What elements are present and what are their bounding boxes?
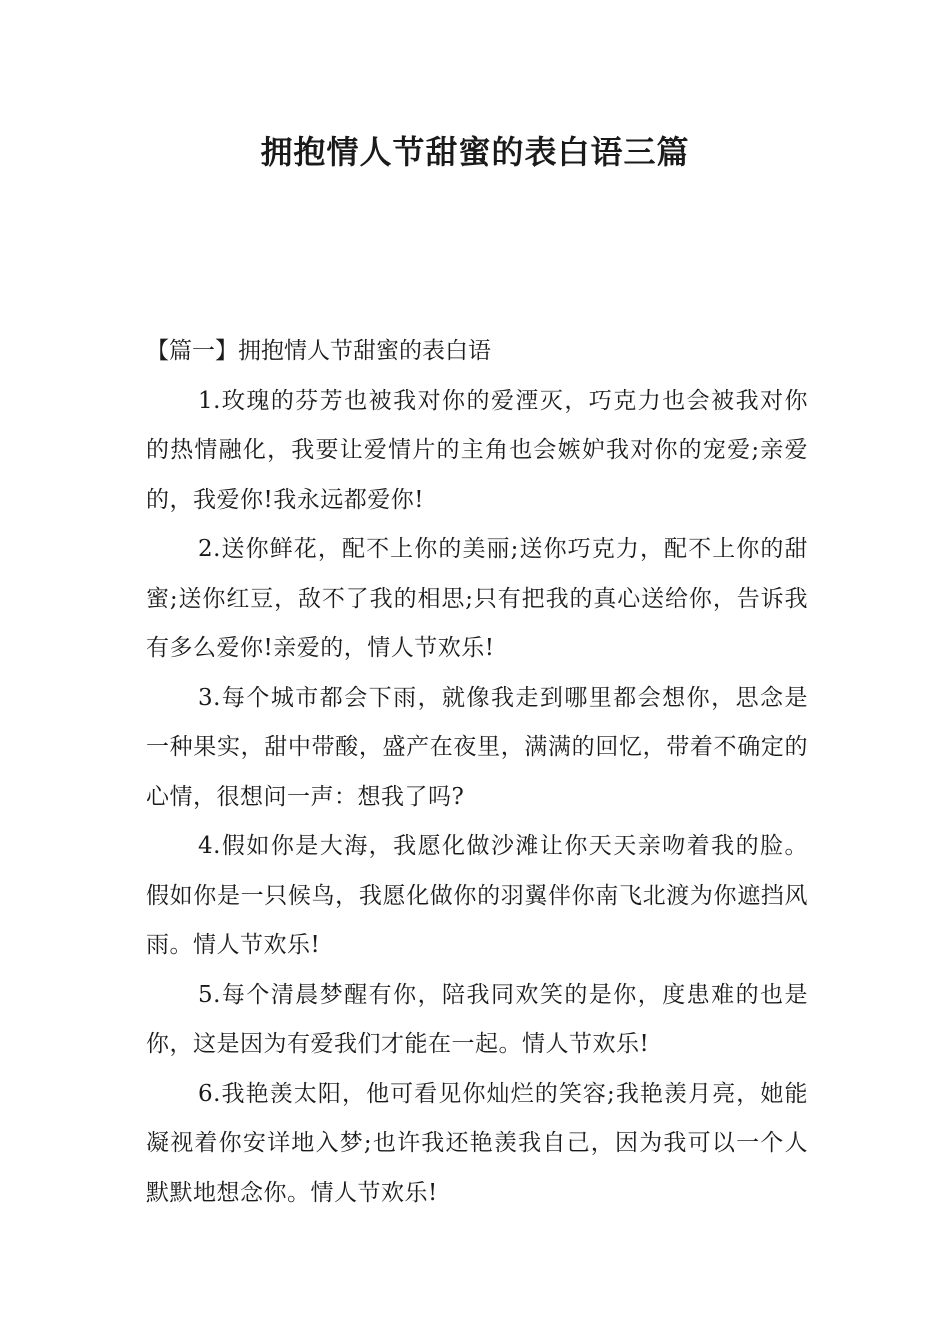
paragraph-6: 6.我艳羡太阳，他可看见你灿烂的笑容;我艳羡月亮，她能凝视着你安详地入梦;也许我还艳羡我自己，因为我可以一个人默默地想念你。情人节欢乐! (146, 1080, 808, 1206)
paragraph-5: 5.每个清晨梦醒有你，陪我同欢笑的是你，度患难的也是你，这是因为有爱我们才能在一起。情人节欢乐! (146, 981, 808, 1057)
paragraph-2: 2.送你鲜花，配不上你的美丽;送你巧克力，配不上你的甜蜜;送你红豆，敌不了我的相思;只有把我的真心送给你，告诉我有多么爱你!亲爱的，情人节欢乐! (146, 536, 808, 661)
paragraph-4: 4.假如你是大海，我愿化做沙滩让你天天亲吻着我的脸。假如你是一只候鸟，我愿化做你的羽翼伴你南飞北渡为你遮挡风雨。情人节欢乐! (146, 833, 808, 958)
paragraph-3: 3.每个城市都会下雨，就像我走到哪里都会想你，思念是一种果实，甜中带酸，盛产在夜里，满满的回忆，带着不确定的心情，很想问一声：想我了吗? (146, 684, 808, 810)
section-heading: 【篇一】拥抱情人节甜蜜的表白语 (146, 338, 491, 364)
document-title: 拥抱情人节甜蜜的表白语三篇 (260, 133, 690, 171)
document-body (146, 327, 808, 1218)
paragraph-1: 1.玫瑰的芬芳也被我对你的爱湮灭，巧克力也会被我对你的热情融化，我要让爱情片的主角也会嫉妒我对你的宠爱;亲爱的，我爱你!我永远都爱你! (146, 387, 808, 513)
